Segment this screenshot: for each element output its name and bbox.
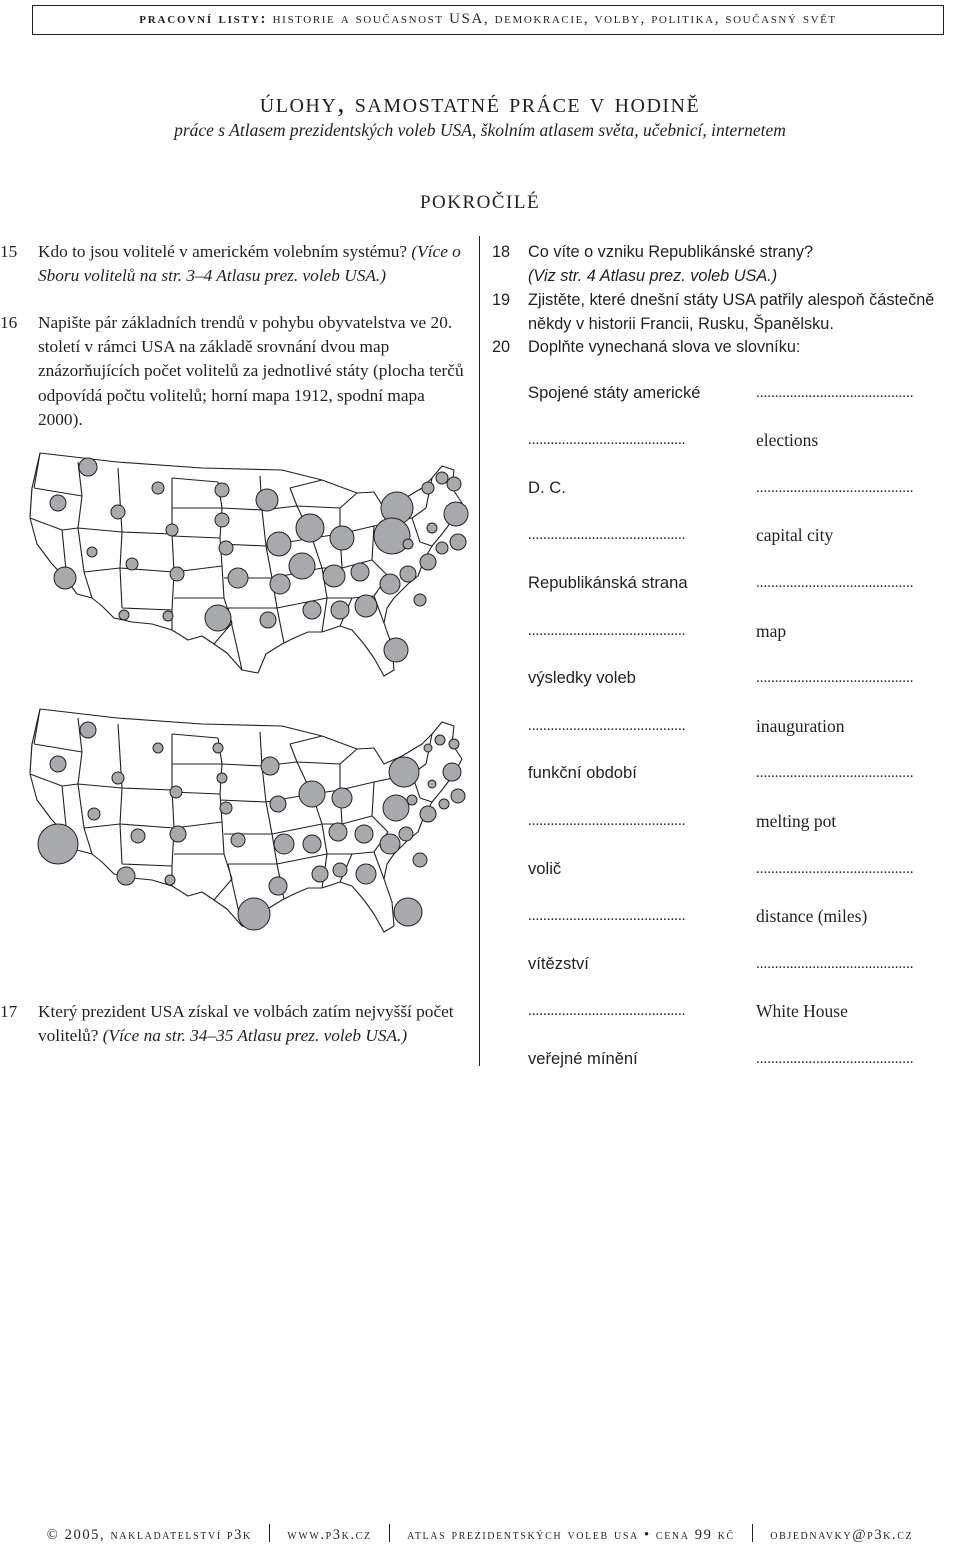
footer-website-link[interactable]: www.p3k.cz	[287, 1527, 372, 1543]
task-15	[0, 240, 472, 288]
vocabulary-row	[528, 857, 958, 883]
header-bar	[32, 5, 944, 35]
vocabulary-cz: D. C.	[528, 478, 566, 497]
vocabulary-en: distance (miles)	[756, 906, 868, 926]
task-number: 16	[0, 313, 18, 332]
footer-email-link[interactable]: objednavky@p3k.cz	[770, 1527, 914, 1543]
task-reference: (Více na str. 34–35 Atlasu prez. voleb USA.)	[102, 1026, 408, 1046]
section-title: pokročilé	[419, 184, 541, 214]
task-text: Co víte o vzniku Republikánské strany?	[528, 243, 814, 261]
vocabulary-cz: ..........................................	[528, 623, 686, 639]
vocabulary-row	[528, 761, 958, 787]
footer	[0, 1524, 960, 1545]
task-number: 17	[0, 1002, 18, 1021]
vocabulary-en: capital city	[756, 525, 834, 545]
vocabulary-row	[528, 428, 958, 454]
task-number: 15	[0, 242, 18, 261]
vocabulary-cz: volič	[528, 859, 562, 878]
task-number: 20	[492, 338, 511, 356]
vocabulary-row	[528, 809, 958, 835]
vocabulary-row	[528, 381, 958, 407]
vocabulary-en: ..........................................	[756, 670, 914, 686]
vocabulary-row	[528, 1047, 958, 1073]
vocabulary-en: map	[756, 621, 787, 641]
task-text: Doplňte vynechaná slova ve slovníku:	[528, 338, 801, 356]
task-text: Zjistěte, které dnešní státy USA patřily alespoň částečně někdy v historii Francii, Rusku, Španělsku.	[528, 291, 935, 334]
vocabulary-cz: veřejné mínění	[528, 1049, 638, 1068]
task-16	[0, 311, 472, 432]
footer-separator	[389, 1524, 390, 1542]
vocabulary-en: ..........................................	[756, 480, 914, 496]
vocabulary-cz: Spojené státy americké	[528, 383, 701, 402]
vocabulary-row	[528, 476, 958, 502]
task-text: Kdo to jsou volitelé v americkém volebním systému?	[38, 242, 408, 261]
footer-separator	[752, 1524, 753, 1542]
vocabulary-en: ..........................................	[756, 861, 914, 877]
footer-product: atlas prezidentských voleb usa • cena 99 kč	[407, 1527, 735, 1543]
footer-copyright: © 2005, nakladatelství p3k	[46, 1527, 252, 1543]
header-label-bold: pracovní listy:	[139, 11, 268, 27]
vocabulary-row	[528, 952, 958, 978]
vocabulary-cz: ..........................................	[528, 908, 686, 924]
vocabulary-cz: funkční období	[528, 763, 637, 782]
header-label: historie a současnost USA, demokracie, volby, politika, současný svět	[272, 11, 837, 27]
vocabulary-cz: ..........................................	[528, 432, 686, 448]
task-text: Napište pár základních trendů v pohybu obyvatelstva ve 20. století v rámci USA na základě srovnání dvou map znázorňujících počet volitelů za jednotlivé státy (plocha terčů odpovídá počtu volitelů; horní mapa 1912, spodní mapa 2000).	[38, 313, 464, 429]
vocabulary-cz: ..........................................	[528, 1003, 686, 1019]
vocabulary-en: melting pot	[756, 811, 837, 831]
vocabulary-row	[528, 571, 958, 597]
column-divider	[479, 236, 480, 1066]
vocabulary-cz: výsledky voleb	[528, 668, 636, 687]
task-text: Který prezident USA získal ve volbách zatím nejvyšší počet volitelů?	[38, 1002, 454, 1046]
vocabulary-row	[528, 999, 958, 1025]
vocabulary-en: ..........................................	[756, 385, 914, 401]
page-title: úlohy, samostatné práce v hodině	[259, 87, 701, 119]
vocabulary-cz: vítězství	[528, 954, 589, 973]
task-number: 18	[492, 243, 511, 261]
task-20	[492, 335, 952, 359]
task-18	[492, 240, 952, 288]
task-19	[492, 288, 952, 336]
vocabulary-row	[528, 904, 958, 930]
us-electoral-map-1912	[22, 448, 472, 688]
vocabulary-en: ..........................................	[756, 956, 914, 972]
task-reference: (Více o Sboru volitelů na str. 3–4 Atlasu prez. voleb USA.)	[38, 242, 461, 286]
vocabulary-row	[528, 523, 958, 549]
vocabulary-cz: ..........................................	[528, 813, 686, 829]
task-reference: (Viz str. 4 Atlasu prez. voleb USA.)	[528, 267, 778, 286]
vocabulary-row	[528, 619, 958, 645]
vocabulary-cz: ..........................................	[528, 527, 686, 543]
footer-separator	[269, 1524, 270, 1542]
vocabulary-en: elections	[756, 430, 819, 450]
vocabulary-row	[528, 714, 958, 740]
us-electoral-map-2000	[22, 704, 472, 944]
vocabulary-cz: Republikánská strana	[528, 573, 688, 592]
vocabulary-cz: ..........................................	[528, 718, 686, 734]
vocabulary-en: ..........................................	[756, 765, 914, 781]
vocabulary-row	[528, 666, 958, 692]
page-subtitle: práce s Atlasem prezidentských voleb USA, školním atlasem světa, učebnicí, internetem	[174, 120, 786, 140]
vocabulary-en: White House	[756, 1001, 848, 1021]
task-number: 19	[492, 291, 511, 309]
task-17	[0, 1000, 472, 1048]
vocabulary-en: inauguration	[756, 716, 845, 736]
vocabulary-en: ..........................................	[756, 575, 914, 591]
vocabulary-en: ..........................................	[756, 1051, 914, 1067]
